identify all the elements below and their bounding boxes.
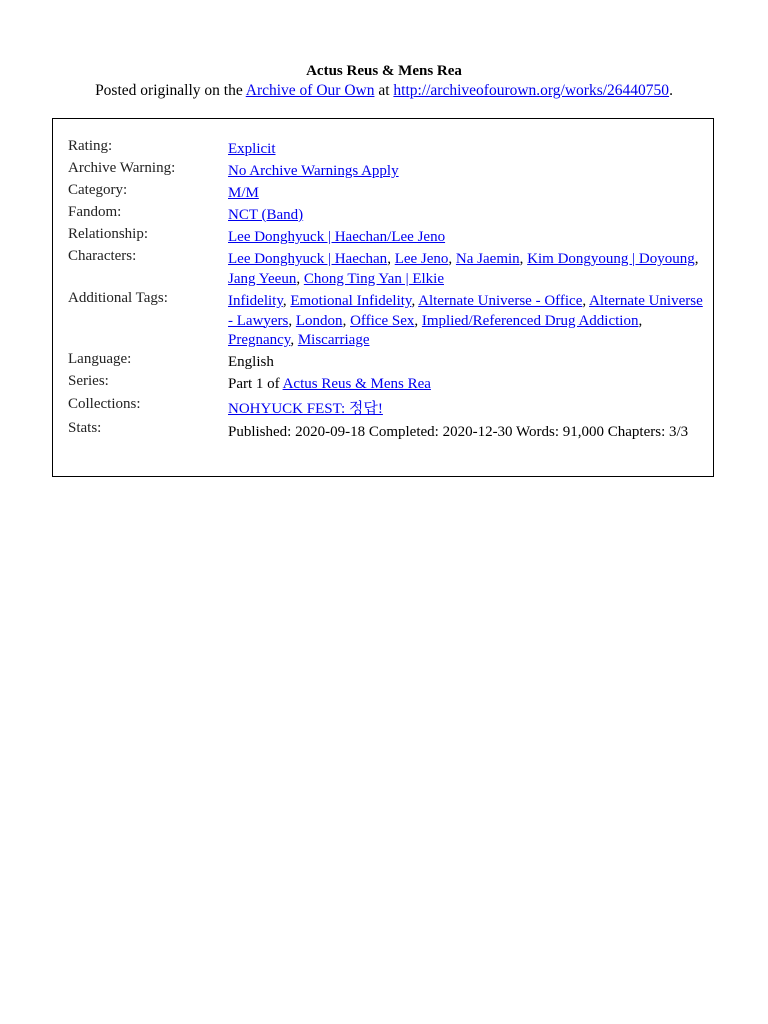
series-label: Series:	[68, 373, 109, 389]
tag-link[interactable]: Implied/Referenced Drug Addiction	[421, 312, 639, 329]
collection-link[interactable]: NOHYUCK FEST: 정답!	[228, 401, 383, 417]
work-header	[0, 62, 768, 100]
tag-link[interactable]: Infidelity	[228, 293, 283, 309]
tag-link[interactable]: Alternate Universe - Lawyers	[228, 293, 703, 329]
character-link[interactable]: Chong Ting Yan | Elkie	[303, 270, 444, 287]
character-link[interactable]: Jang Yeeun	[228, 270, 297, 287]
meta-row-tags: Additional Tags: Infidelity, Emotional Infidelity, Alternate Universe - Office, Alternate Universe - Lawyers, London, Office Sex, Implied/Referenced Drug Addiction, Pregnancy, Miscarriage	[68, 290, 703, 348]
language-label: Language:	[68, 351, 132, 367]
rating-link[interactable]: Explicit	[228, 141, 276, 157]
meta-row-collections	[68, 396, 703, 420]
character-link[interactable]: Lee Jeno	[394, 251, 449, 267]
characters-label: Characters:	[68, 248, 137, 264]
meta-row-warning	[68, 160, 703, 182]
character-link[interactable]: Lee Donghyuck | Haechan	[228, 251, 388, 267]
fandom-label: Fandom:	[68, 204, 122, 220]
meta-list	[68, 138, 703, 462]
category-label: Category:	[68, 182, 128, 198]
tag-link[interactable]: Alternate Universe - Office	[418, 293, 583, 309]
at-text: at	[374, 82, 394, 99]
warning-link[interactable]: No Archive Warnings Apply	[228, 163, 399, 179]
meta-row-series	[68, 373, 703, 396]
meta-row-fandom	[68, 204, 703, 226]
archive-link[interactable]: Archive of Our Own	[245, 82, 375, 99]
category-link[interactable]: M/M	[228, 185, 259, 201]
stats-label: Stats:	[68, 420, 102, 436]
meta-row-characters: Characters: Lee Donghyuck | Haechan, Lee Jeno, Na Jaemin, Kim Dongyoung | Doyoung, Jang Yeeun, Chong Ting Yan | Elkie	[68, 248, 699, 287]
fandom-link[interactable]: NCT (Band)	[228, 207, 304, 223]
tag-link[interactable]: Office Sex	[350, 312, 415, 329]
work-url-link[interactable]: http://archiveofourown.org/works/26440750	[393, 82, 670, 99]
tags-label: Additional Tags:	[68, 290, 168, 306]
tag-link[interactable]: Emotional Infidelity	[290, 293, 412, 309]
character-link[interactable]: Kim Dongyoung | Doyoung	[527, 251, 695, 267]
period: .	[669, 82, 673, 99]
warning-label: Archive Warning:	[68, 160, 176, 176]
language-value: English	[228, 354, 274, 370]
tag-link[interactable]: Miscarriage	[297, 332, 370, 348]
meta-row-rating	[68, 138, 703, 160]
stats-value: Published: 2020-09-18 Completed: 2020-12-30 Words: 91,000 Chapters: 3/3	[228, 424, 689, 440]
posted-prefix: Posted originally on the	[95, 82, 246, 99]
meta-row-relationship	[68, 226, 703, 248]
posted-line	[0, 81, 768, 100]
relationship-label: Relationship:	[68, 226, 148, 242]
relationship-link[interactable]: Lee Donghyuck | Haechan/Lee Jeno	[228, 229, 446, 245]
work-title: Actus Reus & Mens Rea	[306, 63, 462, 79]
rating-label: Rating:	[68, 138, 113, 154]
series-prefix: Part 1 of	[228, 376, 283, 392]
character-link[interactable]: Na Jaemin	[455, 251, 520, 267]
meta-row-category	[68, 182, 703, 204]
meta-row-stats	[68, 420, 703, 462]
meta-row-language	[68, 351, 703, 373]
tag-link[interactable]: Pregnancy	[228, 332, 291, 348]
tag-link[interactable]: London	[295, 312, 343, 329]
meta-box	[52, 118, 714, 477]
series-link[interactable]: Actus Reus & Mens Rea	[282, 376, 431, 392]
collections-label: Collections:	[68, 396, 141, 412]
